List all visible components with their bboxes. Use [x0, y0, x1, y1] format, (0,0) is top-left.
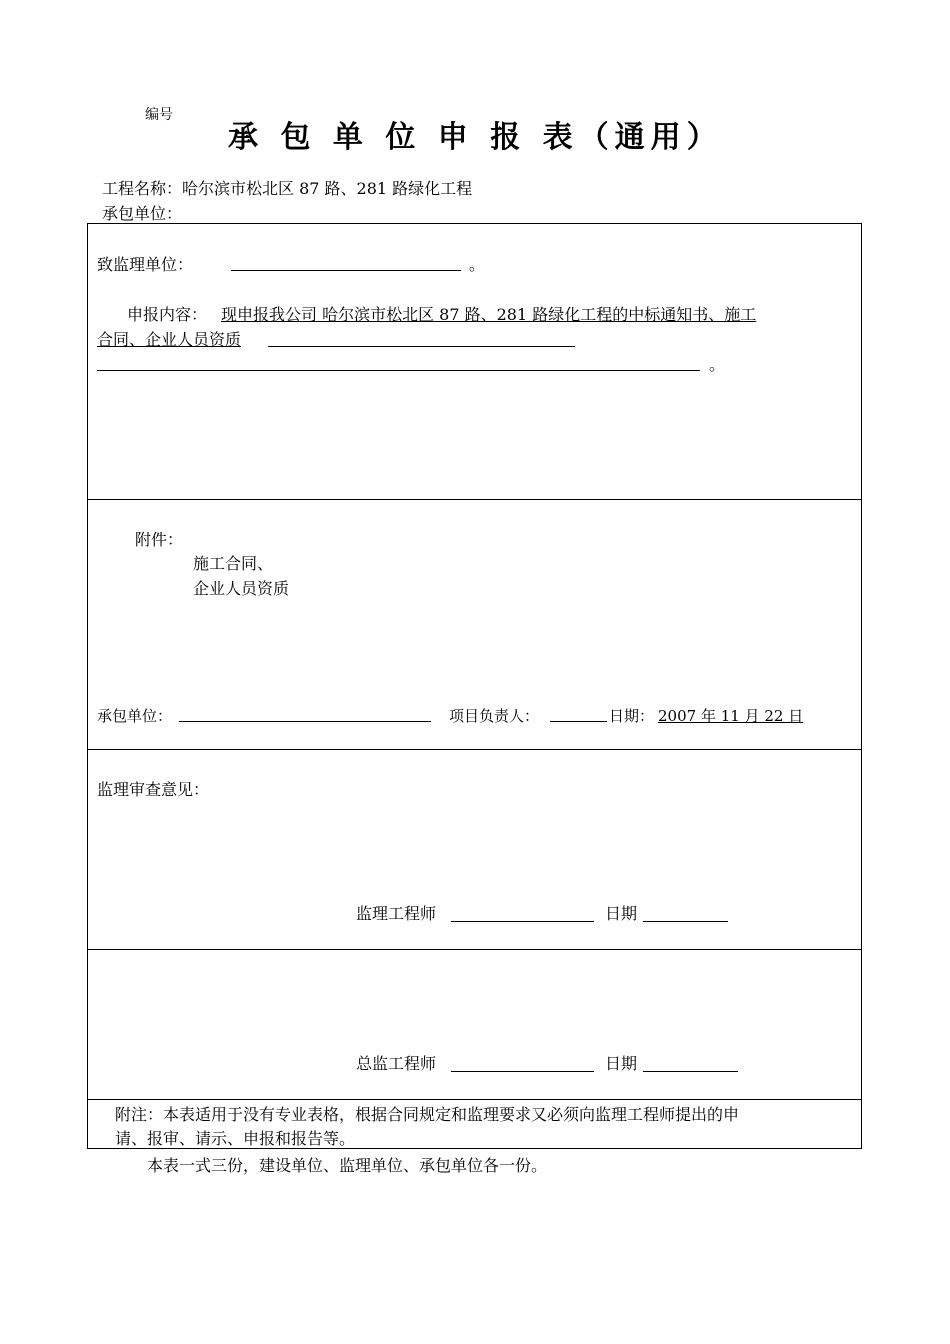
project-name-line: 工程名称：哈尔滨市松北区 87 路、281 路绿化工程	[102, 179, 473, 198]
supervisor-unit-field[interactable]	[231, 270, 461, 271]
content-underline-3[interactable]	[97, 370, 700, 371]
date-label: 日期：	[609, 707, 655, 725]
content-line-2: 合同、企业人员资质	[97, 330, 242, 349]
note-line-1: 附注：本表适用于没有专业表格，根据合同规定和监理要求又必须向监理工程师提出的申	[115, 1105, 740, 1124]
content-label: 申报内容：	[127, 305, 208, 324]
note-line-2: 请、报审、请示、申报和报告等。	[115, 1129, 356, 1148]
period-mark-2: 。	[709, 355, 726, 374]
attachments-label: 附件：	[135, 530, 184, 549]
review-date-field[interactable]	[643, 921, 728, 922]
serial-number-label: 编号	[145, 107, 173, 123]
review-opinion-label: 监理审查意见：	[97, 780, 210, 799]
section-divider-3	[88, 949, 861, 950]
attachment-item: 企业人员资质	[193, 579, 290, 598]
contractor-sign-field[interactable]	[179, 721, 431, 722]
declaration-form-table	[87, 223, 862, 1149]
project-manager-label: 项目负责人：	[449, 707, 540, 725]
chief-engineer-label: 总监工程师	[356, 1054, 437, 1073]
attachment-item: 施工合同、	[193, 554, 274, 573]
period-mark: 。	[469, 255, 486, 274]
copies-note: 本表一式三份，建设单位、监理单位、承包单位各一份。	[147, 1156, 548, 1175]
section-divider-2	[88, 749, 861, 750]
section-divider-1	[88, 499, 861, 500]
date-value: 2007 年 11 月 22 日	[658, 707, 804, 725]
supervising-engineer-field[interactable]	[451, 921, 594, 922]
content-underline-2	[268, 346, 575, 347]
form-title: 承 包 单 位 申 报 表（通用）	[228, 120, 723, 155]
review-date-label: 日期	[605, 904, 638, 923]
supervising-engineer-label: 监理工程师	[356, 904, 437, 923]
content-line-1: 现申报我公司 哈尔滨市松北区 87 路、281 路绿化工程的中标通知书、施工	[221, 305, 757, 324]
chief-engineer-field[interactable]	[451, 1071, 594, 1072]
to-supervisor-label: 致监理单位：	[97, 255, 194, 274]
chief-date-label: 日期	[605, 1054, 638, 1073]
project-manager-field[interactable]	[550, 721, 607, 722]
chief-date-field[interactable]	[643, 1071, 738, 1072]
contractor-line: 承包单位：	[102, 204, 183, 223]
section-divider-4	[88, 1099, 861, 1100]
contractor-sign-label: 承包单位：	[97, 707, 173, 725]
